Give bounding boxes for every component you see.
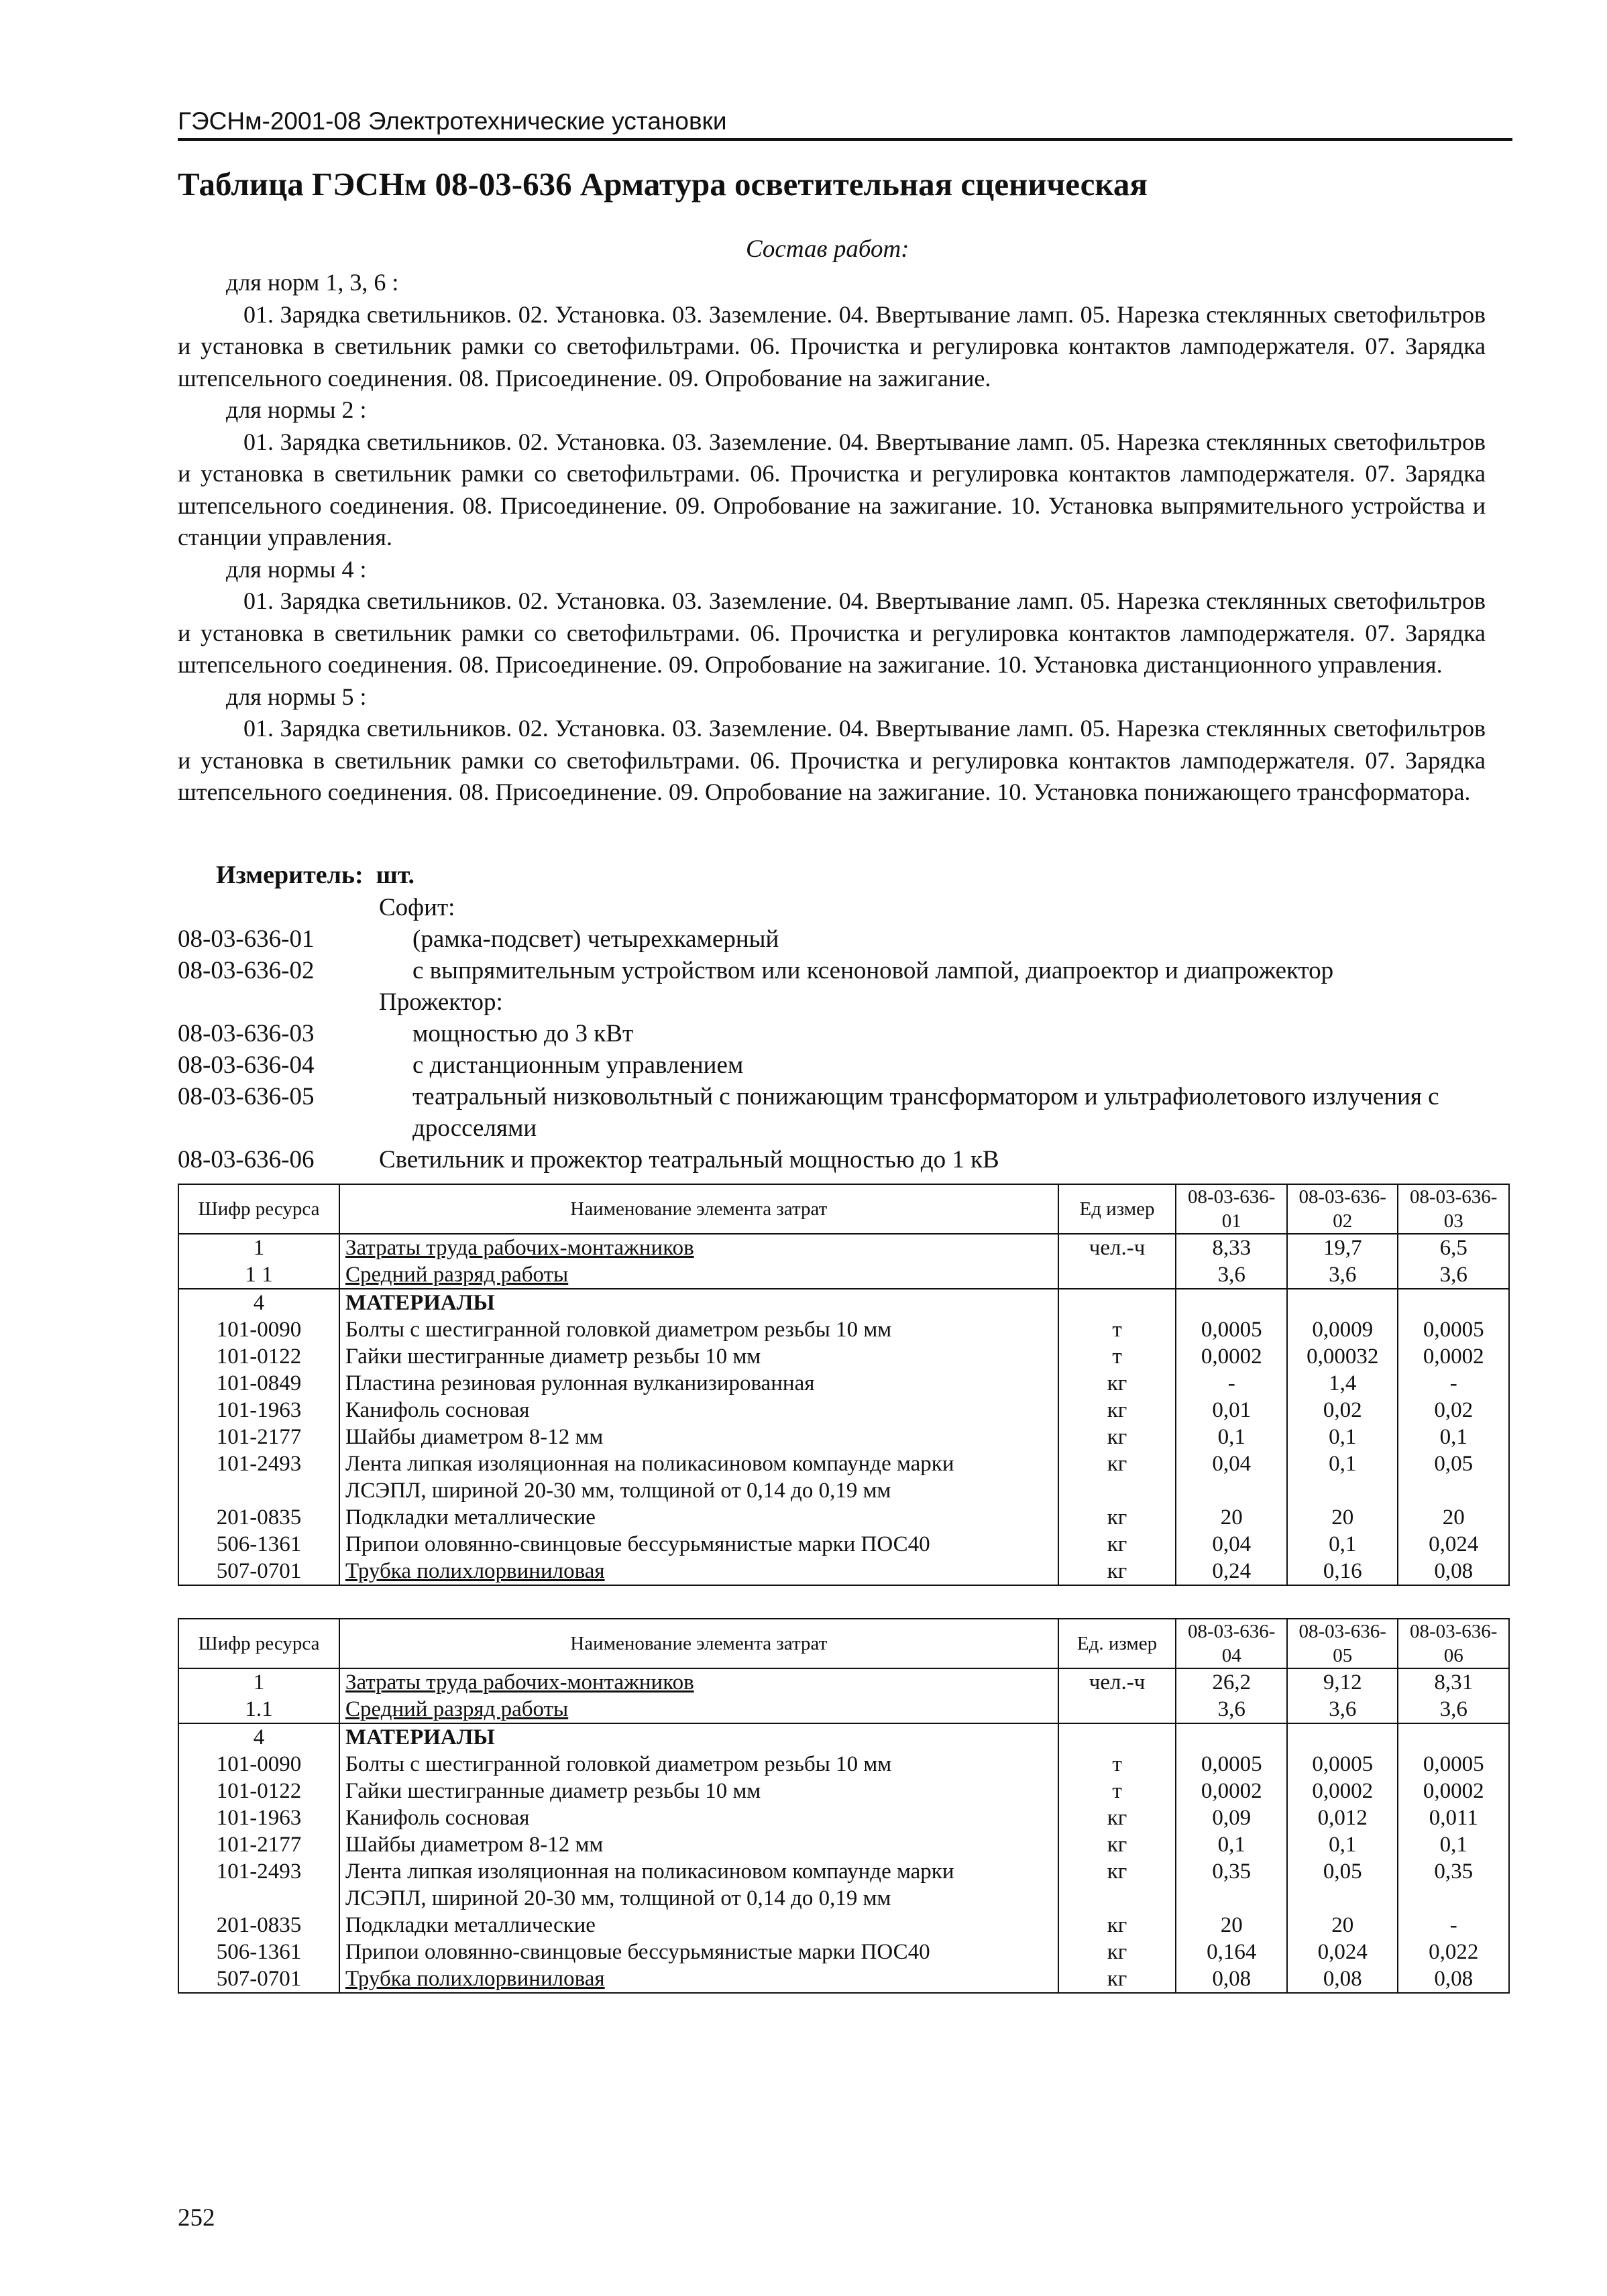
value-cell: 3,6 [1398,1261,1509,1289]
resource-code-cell: 507-0701 [178,1965,339,1993]
work-group-text: 01. Зарядка светильников. 02. Установка. 03. Заземление. 04. Ввертывание ламп. 05. Нарезка стеклянных светофильтров и установка в светильник рамки со светофильтрами. 06. Прочистка и регулировка контактов ламподержателя. 07. Зарядка штепсельного соединения. 08. Присоединение. 09. Опробование на зажигание. 10. Установка понижающего трансформатора. [178,715,1486,805]
table-row [178,1234,1509,1261]
value-cell: 20 [1398,1504,1509,1531]
norm-description: с выпрямительным устройством или ксеноновой лампой, диапроектор и диапрожектор [412,957,1334,984]
value-cell: 0,04 [1176,1531,1287,1558]
value-cell: - [1176,1370,1287,1397]
value-cell: 0,1 [1287,1424,1398,1450]
header-norm-column: 08-03-636-04 [1176,1619,1287,1668]
value-cell [1287,1477,1398,1504]
cost-element-cell: Лента липкая изоляционная на поликасиновом компаунде марки [339,1450,1058,1477]
norm-description: Софит: [379,894,455,921]
cost-element-cell: Трубка полихлорвиниловая [339,1558,1058,1585]
cost-element-cell: Лента липкая изоляционная на поликасиновом компаунде марки [339,1858,1058,1885]
norm-group-heading [178,892,1492,923]
norm-description: с дистанционным управлением [412,1051,744,1079]
table-row [178,1751,1509,1778]
norm-code: 08-03-636-02 [178,957,315,984]
norm-code-list [178,892,1492,1175]
value-cell: 19,7 [1287,1234,1398,1261]
value-cell: 0,0005 [1398,1316,1509,1343]
unit-cell: кг [1058,1858,1176,1885]
resource-code-cell: 101-0849 [178,1370,339,1397]
cost-element-cell: Затраты труда рабочих-монтажников [339,1234,1058,1261]
norm-code: 08-03-636-05 [178,1083,315,1110]
value-cell [1398,1723,1509,1751]
resource-code-cell: 101-2177 [178,1424,339,1450]
table-row [178,1477,1509,1504]
unit-cell: кг [1058,1965,1176,1993]
cost-element-cell: Подкладки металлические [339,1504,1058,1531]
table-row [178,1696,1509,1723]
value-cell: 0,16 [1287,1558,1398,1585]
resource-code-cell: 101-1963 [178,1804,339,1831]
value-cell [1287,1289,1398,1316]
value-cell [1176,1289,1287,1316]
table-row [178,1668,1509,1696]
value-cell: 0,24 [1176,1558,1287,1585]
value-cell: 0,35 [1176,1858,1287,1885]
cost-element-cell: Канифоль сосновая [339,1397,1058,1424]
value-cell: 8,31 [1398,1668,1509,1696]
value-cell: 0,0005 [1176,1316,1287,1343]
cost-element-cell: Пластина резиновая рулонная вулканизированная [339,1370,1058,1397]
table-row [178,1939,1509,1965]
value-cell: 0,04 [1176,1450,1287,1477]
value-cell: 0,08 [1398,1558,1509,1585]
value-cell: 3,6 [1287,1261,1398,1289]
value-cell: 3,6 [1287,1696,1398,1723]
value-cell: 0,0002 [1176,1778,1287,1804]
work-composition-caption: Состав работ: [746,235,909,263]
table-row [178,1723,1509,1751]
work-group-intro: для нормы 5 : [226,683,367,710]
value-cell [1398,1477,1509,1504]
value-cell: 0,1 [1398,1831,1509,1858]
resource-code-cell: 101-0122 [178,1778,339,1804]
cost-table-2 [178,1618,1510,1994]
work-group [178,681,1486,809]
header-cost-element: Наименование элемента затрат [339,1184,1058,1234]
work-group [178,394,1486,554]
cost-element-cell: Припои оловянно-свинцовые бессурьмянистые марки ПОС40 [339,1531,1058,1558]
resource-code-cell: 101-2177 [178,1831,339,1858]
value-cell [1287,1885,1398,1912]
value-cell: 0,05 [1398,1450,1509,1477]
resource-code-cell [178,1885,339,1912]
resource-code-cell: 101-0122 [178,1343,339,1370]
norm-code-row [178,1081,1492,1144]
header-resource-code: Шифр ресурса [178,1619,339,1668]
work-group-text: 01. Зарядка светильников. 02. Установка. 03. Заземление. 04. Ввертывание ламп. 05. Нарезка стеклянных светофильтров и установка в светильник рамки со светофильтрами. 06. Прочистка и регулировка контактов ламподержателя. 07. Зарядка штепсельного соединения. 08. Присоединение. 09. Опробование на зажигание. 10. Установка выпрямительного устройства и станции управления. [178,428,1486,551]
table-header-row [178,1619,1509,1668]
value-cell: 6,5 [1398,1234,1509,1261]
value-cell: 20 [1176,1504,1287,1531]
unit-cell: т [1058,1343,1176,1370]
cost-element-cell: ЛСЭПЛ, шириной 20-30 мм, толщиной от 0,14 до 0,19 мм [339,1885,1058,1912]
norm-code-row [178,1049,1492,1081]
measure-unit: шт. [376,861,415,889]
norm-code-row [178,1144,1492,1175]
resource-code-cell: 4 [178,1723,339,1751]
cost-element-cell: МАТЕРИАЛЫ [339,1289,1058,1316]
cost-element-cell: Болты с шестигранной головкой диаметром резьбы 10 мм [339,1751,1058,1778]
value-cell: 8,33 [1176,1234,1287,1261]
value-cell: 20 [1287,1504,1398,1531]
resource-code-cell: 101-0090 [178,1316,339,1343]
value-cell: 0,1 [1287,1450,1398,1477]
cost-element-cell: МАТЕРИАЛЫ [339,1723,1058,1751]
unit-cell: кг [1058,1370,1176,1397]
cost-element-cell: Трубка полихлорвиниловая [339,1965,1058,1993]
work-composition [178,267,1486,809]
value-cell: 0,024 [1398,1531,1509,1558]
table-row [178,1261,1509,1289]
value-cell [1176,1477,1287,1504]
table-row [178,1504,1509,1531]
cost-element-cell: Подкладки металлические [339,1912,1058,1939]
resource-code-cell: 506-1361 [178,1531,339,1558]
work-group-text: 01. Зарядка светильников. 02. Установка. 03. Заземление. 04. Ввертывание ламп. 05. Нарезка стеклянных светофильтров и установка в светильник рамки со светофильтрами. 06. Прочистка и регулировка контактов ламподержателя. 07. Зарядка штепсельного соединения. 08. Присоединение. 09. Опробование на зажигание. 10. Установка дистанционного управления. [178,587,1486,678]
norm-description: Прожектор: [379,988,503,1016]
norm-description: мощностью до 3 кВт [412,1020,634,1047]
resource-code-cell: 201-0835 [178,1912,339,1939]
table-row [178,1778,1509,1804]
resource-code-cell: 1.1 [178,1696,339,1723]
table-header-row [178,1184,1509,1234]
value-cell: 0,08 [1287,1965,1398,1993]
value-cell: 0,08 [1176,1965,1287,1993]
resource-code-cell: 101-1963 [178,1397,339,1424]
value-cell: 3,6 [1176,1696,1287,1723]
norm-code-row [178,1018,1492,1049]
cost-element-cell: Болты с шестигранной головкой диаметром резьбы 10 мм [339,1316,1058,1343]
unit-cell: кг [1058,1450,1176,1477]
value-cell: 0,022 [1398,1939,1509,1965]
work-group-intro: для нормы 2 : [226,396,367,423]
resource-code-cell: 1 1 [178,1261,339,1289]
value-cell: - [1398,1370,1509,1397]
value-cell [1287,1723,1398,1751]
resource-code-cell: 4 [178,1289,339,1316]
cost-element-cell: Гайки шестигранные диаметр резьбы 10 мм [339,1778,1058,1804]
value-cell: 0,1 [1287,1531,1398,1558]
unit-cell [1058,1885,1176,1912]
header-norm-column: 08-03-636-05 [1287,1619,1398,1668]
resource-code-cell: 101-0090 [178,1751,339,1778]
unit-cell: т [1058,1751,1176,1778]
norm-description: (рамка-подсвет) четырехкамерный [412,925,779,953]
unit-cell: кг [1058,1531,1176,1558]
value-cell: 0,012 [1287,1804,1398,1831]
value-cell [1176,1723,1287,1751]
value-cell: 0,02 [1287,1397,1398,1424]
unit-cell: чел.-ч [1058,1668,1176,1696]
cost-element-cell: Гайки шестигранные диаметр резьбы 10 мм [339,1343,1058,1370]
table-row [178,1885,1509,1912]
table-row [178,1804,1509,1831]
header-norm-column: 08-03-636-06 [1398,1619,1509,1668]
header-unit: Ед. измер [1058,1619,1176,1668]
value-cell: 0,164 [1176,1939,1287,1965]
value-cell: 0,00032 [1287,1343,1398,1370]
value-cell: 0,1 [1176,1424,1287,1450]
unit-cell [1058,1477,1176,1504]
header-cost-element: Наименование элемента затрат [339,1619,1058,1668]
header-norm-column: 08-03-636-02 [1287,1184,1398,1234]
norm-code: 08-03-636-01 [178,925,315,953]
unit-cell: чел.-ч [1058,1234,1176,1261]
cost-table-1 [178,1184,1510,1586]
unit-cell [1058,1723,1176,1751]
value-cell: 0,1 [1176,1831,1287,1858]
table-row [178,1965,1509,1993]
norm-code: 08-03-636-04 [178,1051,315,1079]
page-number: 252 [178,2204,215,2232]
unit-cell: кг [1058,1504,1176,1531]
resource-code-cell: 101-2493 [178,1450,339,1477]
unit-cell: т [1058,1316,1176,1343]
cost-element-cell: Затраты труда рабочих-монтажников [339,1668,1058,1696]
value-cell: 0,0002 [1398,1343,1509,1370]
value-cell: 3,6 [1176,1261,1287,1289]
value-cell: 0,08 [1398,1965,1509,1993]
unit-cell: кг [1058,1939,1176,1965]
work-group [178,554,1486,681]
norm-description: театральный низковольтный с понижающим трансформатором и ультрафиолетового излучения с дросселями [412,1083,1439,1142]
value-cell: 26,2 [1176,1668,1287,1696]
unit-cell [1058,1261,1176,1289]
value-cell: 9,12 [1287,1668,1398,1696]
cost-element-cell: Шайбы диаметром 8-12 мм [339,1831,1058,1858]
value-cell: 20 [1287,1912,1398,1939]
unit-cell [1058,1696,1176,1723]
value-cell: 0,1 [1287,1831,1398,1858]
norm-code: 08-03-636-06 [178,1146,315,1173]
header-norm-column: 08-03-636-01 [1176,1184,1287,1234]
table-row [178,1370,1509,1397]
cost-element-cell: Канифоль сосновая [339,1804,1058,1831]
table-row [178,1289,1509,1316]
value-cell: 0,0005 [1398,1751,1509,1778]
norm-code-row [178,955,1492,986]
work-group-intro: для нормы 4 : [226,555,367,583]
table-row [178,1397,1509,1424]
resource-code-cell: 507-0701 [178,1558,339,1585]
resource-code-cell: 1 [178,1668,339,1696]
resource-code-cell [178,1477,339,1504]
unit-cell: т [1058,1778,1176,1804]
header-unit: Ед измер [1058,1184,1176,1234]
value-cell: 0,09 [1176,1804,1287,1831]
table-row [178,1912,1509,1939]
unit-cell: кг [1058,1424,1176,1450]
value-cell: 0,35 [1398,1858,1509,1885]
norm-group-heading [178,986,1492,1018]
value-cell: 0,02 [1398,1397,1509,1424]
resource-code-cell: 101-2493 [178,1858,339,1885]
table-row [178,1858,1509,1885]
header-resource-code: Шифр ресурса [178,1184,339,1234]
table-row [178,1831,1509,1858]
cost-element-cell: Припои оловянно-свинцовые бессурьмянистые марки ПОС40 [339,1939,1058,1965]
unit-cell: кг [1058,1831,1176,1858]
work-group-intro: для норм 1, 3, 6 : [226,269,399,296]
resource-code-cell: 201-0835 [178,1504,339,1531]
header-norm-column: 08-03-636-03 [1398,1184,1509,1234]
norm-description: Светильник и прожектор театральный мощностью до 1 кВ [379,1146,999,1173]
value-cell: 20 [1176,1912,1287,1939]
work-group-text: 01. Зарядка светильников. 02. Установка. 03. Заземление. 04. Ввертывание ламп. 05. Нарезка стеклянных светофильтров и установка в светильник рамки со светофильтрами. 06. Прочистка и регулировка контактов ламподержателя. 07. Зарядка штепсельного соединения. 08. Присоединение. 09. Опробование на зажигание. [178,300,1486,392]
value-cell: 0,05 [1287,1858,1398,1885]
value-cell [1398,1885,1509,1912]
table-row [178,1343,1509,1370]
work-group [178,267,1486,394]
unit-cell [1058,1289,1176,1316]
value-cell: 0,0002 [1398,1778,1509,1804]
resource-code-cell: 1 [178,1234,339,1261]
running-header: ГЭСНм-2001-08 Электротехнические установки [178,107,1512,141]
cost-element-cell: ЛСЭПЛ, шириной 20-30 мм, толщиной от 0,14 до 0,19 мм [339,1477,1058,1504]
value-cell: 0,01 [1176,1397,1287,1424]
resource-code-cell: 506-1361 [178,1939,339,1965]
table-title: Таблица ГЭСНм 08-03-636 Арматура осветительная сценическая [178,166,1148,203]
table-row [178,1450,1509,1477]
table-row [178,1424,1509,1450]
cost-element-cell: Шайбы диаметром 8-12 мм [339,1424,1058,1450]
value-cell: 0,0009 [1287,1316,1398,1343]
value-cell: 0,0002 [1176,1343,1287,1370]
measure-label: Измеритель: [216,861,364,889]
unit-cell: кг [1058,1804,1176,1831]
norm-code-row [178,923,1492,955]
unit-cell: кг [1058,1912,1176,1939]
value-cell: 0,0002 [1287,1778,1398,1804]
unit-cell: кг [1058,1397,1176,1424]
value-cell: - [1398,1912,1509,1939]
value-cell [1176,1885,1287,1912]
value-cell: 0,024 [1287,1939,1398,1965]
value-cell: 0,0005 [1176,1751,1287,1778]
table-row [178,1316,1509,1343]
measure-line [216,860,414,890]
table-row [178,1558,1509,1585]
value-cell [1398,1289,1509,1316]
value-cell: 3,6 [1398,1696,1509,1723]
value-cell: 0,011 [1398,1804,1509,1831]
cost-element-cell: Средний разряд работы [339,1696,1058,1723]
value-cell: 1,4 [1287,1370,1398,1397]
value-cell: 0,0005 [1287,1751,1398,1778]
unit-cell: кг [1058,1558,1176,1585]
table-row [178,1531,1509,1558]
value-cell: 0,1 [1398,1424,1509,1450]
cost-element-cell: Средний разряд работы [339,1261,1058,1289]
norm-code: 08-03-636-03 [178,1020,315,1047]
